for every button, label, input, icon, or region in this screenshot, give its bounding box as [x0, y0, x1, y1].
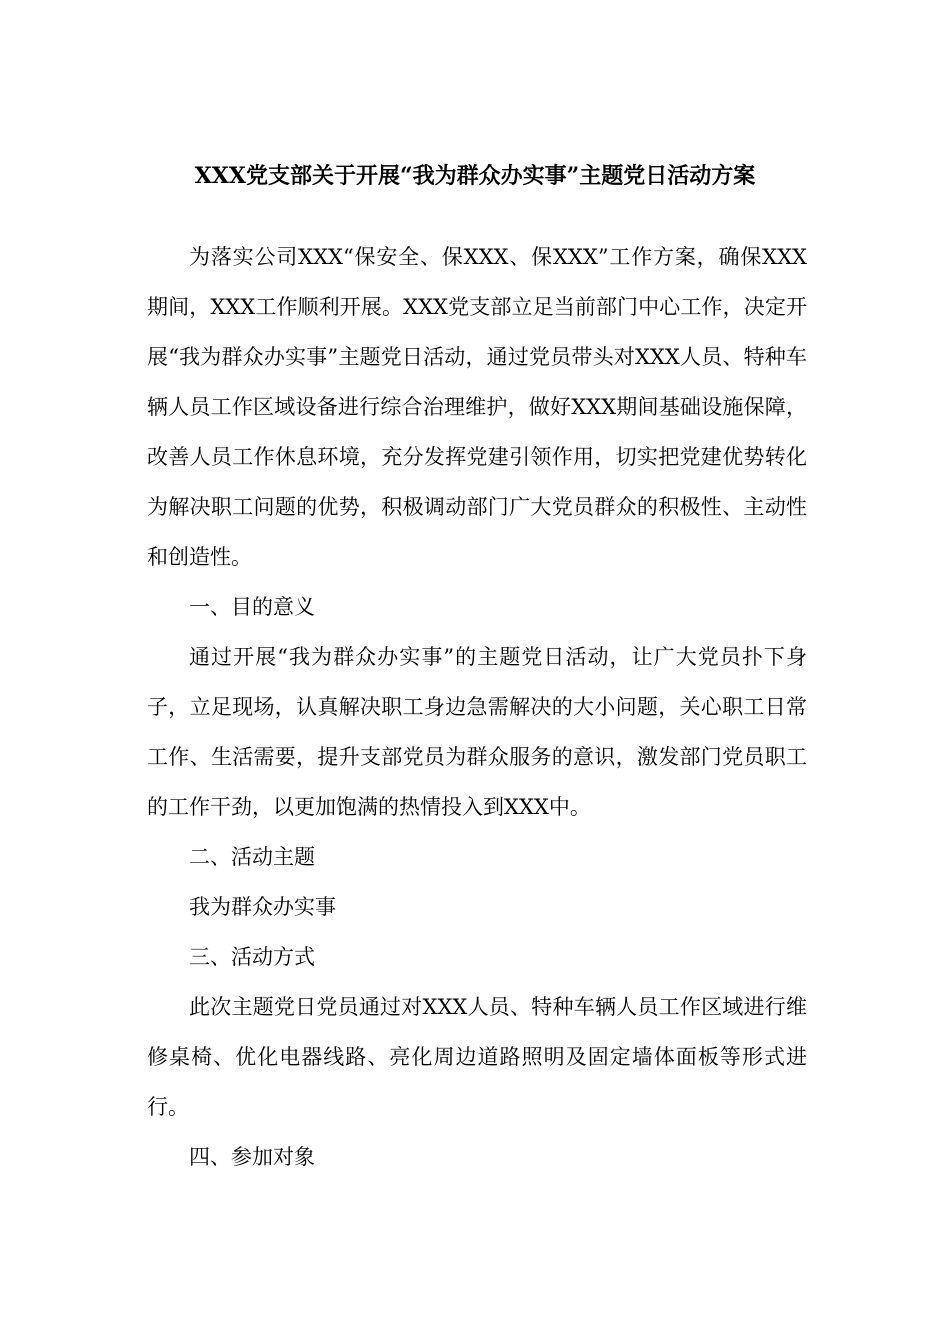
intro-paragraph: 为落实公司XXX“保安全、保XXX、保XXX”工作方案，确保XXX期间，XXX工作顺利开展。XXX党支部立足当前部门中心工作，决定开展“我为群众办实事”主题党日活动，通过党员带头对XXX人员、特种车辆人员工作区域设备进行综合治理维护，做好XXX期间基础设施保障，改善人员工作休息环境，充分发挥党建引领作用，切实把党建优势转化为解决职工问题的优势，积极调动部门广大党员群众的积极性、主动性和创造性。 — [147, 245, 807, 569]
section-body-theme: 我为群众办实事 — [189, 895, 336, 919]
section-heading-method: 三、活动方式 — [189, 945, 315, 969]
document-body — [147, 232, 807, 1182]
section-body-method: 此次主题党日党员通过对XXX人员、特种车辆人员工作区域进行维修桌椅、优化电器线路、亮化周边道路照明及固定墙体面板等形式进行。 — [147, 995, 807, 1119]
document-title: XXX党支部关于开展“我为群众办实事”主题党日活动方案 — [194, 163, 756, 189]
section-heading-purpose: 一、目的意义 — [189, 595, 315, 619]
section-heading-participants: 四、参加对象 — [189, 1145, 315, 1169]
section-body-purpose: 通过开展“我为群众办实事”的主题党日活动，让广大党员扑下身子，立足现场，认真解决职工身边急需解决的大小问题，关心职工日常工作、生活需要，提升支部党员为群众服务的意识，激发部门党员职工的工作干劲，以更加饱满的热情投入到XXX中。 — [147, 645, 807, 819]
section-heading-theme: 二、活动主题 — [189, 845, 315, 869]
